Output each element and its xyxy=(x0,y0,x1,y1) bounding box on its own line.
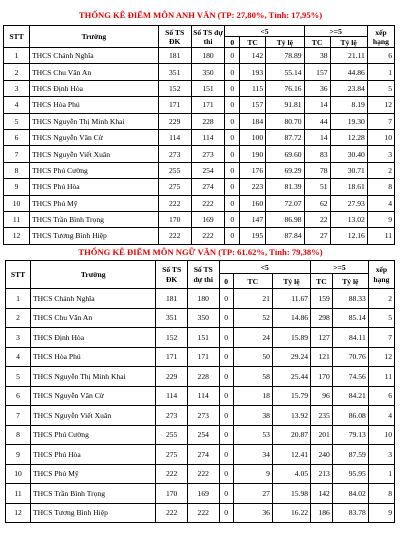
cell-pct-lt5: 20.87 xyxy=(272,425,310,445)
header-ty-le-ge5: Tỷ lệ xyxy=(332,274,368,289)
cell-count-zero: 0 xyxy=(219,347,233,367)
cell-count-zero: 0 xyxy=(219,425,233,445)
cell-count-ge5: 22 xyxy=(304,211,330,227)
table-row xyxy=(4,211,395,227)
cell-count-ge5: 127 xyxy=(311,328,333,348)
cell-count-ge5: 36 xyxy=(304,80,330,96)
cell-pct-lt5: 81.39 xyxy=(266,179,304,195)
table-row xyxy=(4,113,395,129)
table-row xyxy=(4,48,395,64)
cell-count-ge5: 14 xyxy=(304,97,330,113)
ngu-van-table xyxy=(5,260,395,523)
cell-pct-ge5: 21.11 xyxy=(330,48,367,64)
cell-stt: 6 xyxy=(4,129,30,145)
cell-so-ts-du-thi: 114 xyxy=(187,386,219,406)
cell-so-ts-dk: 275 xyxy=(156,445,188,465)
cell-rank: 2 xyxy=(367,162,394,178)
cell-rank: 11 xyxy=(368,367,394,387)
cell-pct-ge5: 87.59 xyxy=(332,445,368,465)
cell-count-ge5: 240 xyxy=(311,445,333,465)
cell-so-ts-dk: 351 xyxy=(156,308,188,328)
cell-stt: 3 xyxy=(6,328,31,348)
cell-pct-ge5: 79.13 xyxy=(332,425,368,445)
cell-stt: 2 xyxy=(4,64,30,80)
cell-count-lt5: 184 xyxy=(240,113,266,129)
cell-pct-ge5: 74.56 xyxy=(332,367,368,387)
cell-count-lt5: 27 xyxy=(233,484,272,504)
cell-so-ts-du-thi: 254 xyxy=(187,425,219,445)
cell-so-ts-dk: 171 xyxy=(158,97,191,113)
cell-so-ts-dk: 229 xyxy=(158,113,191,129)
cell-rank: 8 xyxy=(368,484,394,504)
cell-so-ts-du-thi: 228 xyxy=(191,113,225,129)
cell-count-lt5: 52 xyxy=(233,308,272,328)
cell-so-ts-du-thi: 274 xyxy=(191,179,225,195)
cell-so-ts-dk: 114 xyxy=(158,129,191,145)
cell-pct-ge5: 85.14 xyxy=(332,308,368,328)
cell-pct-lt5: 29.24 xyxy=(272,347,310,367)
cell-pct-ge5: 84.21 xyxy=(332,386,368,406)
cell-so-ts-du-thi: 180 xyxy=(187,289,219,309)
cell-pct-lt5: 76.16 xyxy=(266,80,304,96)
cell-count-zero: 0 xyxy=(219,289,233,309)
cell-rank: 4 xyxy=(368,406,394,426)
cell-stt: 9 xyxy=(4,179,30,195)
cell-pct-lt5: 15.98 xyxy=(272,484,310,504)
cell-stt: 2 xyxy=(6,308,31,328)
cell-count-ge5: 96 xyxy=(311,386,333,406)
table-row xyxy=(4,97,395,113)
cell-stt: 12 xyxy=(4,228,30,244)
cell-school-name: THCS Nguyễn Viết Xuân xyxy=(29,146,158,162)
cell-count-lt5: 9 xyxy=(233,464,272,484)
cell-count-zero: 0 xyxy=(225,228,240,244)
cell-so-ts-dk: 351 xyxy=(158,64,191,80)
cell-count-ge5: 170 xyxy=(311,367,333,387)
cell-count-lt5: 58 xyxy=(233,367,272,387)
cell-school-name: THCS Nguyễn Văn Cừ xyxy=(29,129,158,145)
cell-count-lt5: 193 xyxy=(240,64,266,80)
cell-pct-ge5: 8.19 xyxy=(330,97,367,113)
cell-pct-lt5: 78.89 xyxy=(266,48,304,64)
cell-pct-lt5: 15.89 xyxy=(272,328,310,348)
cell-count-lt5: 24 xyxy=(233,328,272,348)
cell-count-lt5: 195 xyxy=(240,228,266,244)
cell-pct-lt5: 87.84 xyxy=(266,228,304,244)
cell-count-lt5: 190 xyxy=(240,146,266,162)
cell-count-zero: 0 xyxy=(219,503,233,523)
cell-count-ge5: 27 xyxy=(304,228,330,244)
table-row xyxy=(4,162,395,178)
cell-so-ts-du-thi: 114 xyxy=(191,129,225,145)
table-row xyxy=(6,289,395,309)
cell-count-zero: 0 xyxy=(225,64,240,80)
cell-school-name: THCS Chánh Nghĩa xyxy=(31,289,156,309)
cell-count-zero: 0 xyxy=(225,48,240,64)
cell-count-ge5: 186 xyxy=(311,503,333,523)
cell-pct-lt5: 72.07 xyxy=(266,195,304,211)
header-ty-le-lt5: Tỷ lệ xyxy=(272,274,310,289)
cell-so-ts-dk: 255 xyxy=(156,425,188,445)
cell-count-zero: 0 xyxy=(225,146,240,162)
cell-count-zero: 0 xyxy=(219,386,233,406)
cell-so-ts-du-thi: 151 xyxy=(191,80,225,96)
table-row xyxy=(6,445,395,465)
cell-so-ts-du-thi: 254 xyxy=(191,162,225,178)
cell-so-ts-dk: 181 xyxy=(156,289,188,309)
cell-pct-ge5: 86.08 xyxy=(332,406,368,426)
cell-count-lt5: 38 xyxy=(233,406,272,426)
cell-rank: 6 xyxy=(367,48,394,64)
cell-count-zero: 0 xyxy=(225,211,240,227)
cell-count-lt5: 160 xyxy=(240,195,266,211)
cell-so-ts-du-thi: 274 xyxy=(187,445,219,465)
header-tc: TC xyxy=(233,274,272,289)
cell-so-ts-du-thi: 169 xyxy=(191,211,225,227)
cell-count-ge5: 38 xyxy=(304,48,330,64)
header-so-ts-dk: Số TS ĐK xyxy=(158,26,191,48)
table-row xyxy=(6,406,395,426)
cell-so-ts-du-thi: 222 xyxy=(187,503,219,523)
header-ty-le-lt5: Tỷ lệ xyxy=(266,37,304,48)
cell-rank: 1 xyxy=(368,464,394,484)
cell-so-ts-dk: 114 xyxy=(156,386,188,406)
header-ge5: >=5 xyxy=(304,26,367,37)
cell-stt: 5 xyxy=(6,367,31,387)
cell-count-ge5: 142 xyxy=(311,484,333,504)
cell-pct-lt5: 55.14 xyxy=(266,64,304,80)
cell-pct-ge5: 83.78 xyxy=(332,503,368,523)
cell-so-ts-du-thi: 171 xyxy=(187,347,219,367)
cell-count-zero: 0 xyxy=(225,195,240,211)
cell-pct-ge5: 84.11 xyxy=(332,328,368,348)
cell-pct-ge5: 18.61 xyxy=(330,179,367,195)
cell-rank: 5 xyxy=(368,308,394,328)
cell-count-zero: 0 xyxy=(219,484,233,504)
cell-rank: 9 xyxy=(367,211,394,227)
cell-pct-ge5: 70.76 xyxy=(332,347,368,367)
cell-count-zero: 0 xyxy=(225,97,240,113)
cell-school-name: THCS Phú Hòa xyxy=(31,445,156,465)
header-lt5: <5 xyxy=(225,26,304,37)
cell-stt: 1 xyxy=(6,289,31,309)
cell-pct-lt5: 11.67 xyxy=(272,289,310,309)
cell-rank: 12 xyxy=(368,347,394,367)
cell-count-zero: 0 xyxy=(219,464,233,484)
header-ge5: >=5 xyxy=(311,261,369,274)
header-tc-ge5: TC xyxy=(311,274,333,289)
cell-pct-ge5: 30.40 xyxy=(330,146,367,162)
cell-so-ts-dk: 170 xyxy=(158,211,191,227)
table-row xyxy=(6,308,395,328)
table-row xyxy=(6,386,395,406)
cell-count-zero: 0 xyxy=(219,328,233,348)
cell-count-ge5: 159 xyxy=(311,289,333,309)
cell-so-ts-dk: 222 xyxy=(158,228,191,244)
cell-count-ge5: 201 xyxy=(311,425,333,445)
cell-stt: 8 xyxy=(4,162,30,178)
cell-count-ge5: 157 xyxy=(304,64,330,80)
cell-rank: 12 xyxy=(367,97,394,113)
header-stt: STT xyxy=(4,26,30,48)
cell-pct-ge5: 84.02 xyxy=(332,484,368,504)
cell-so-ts-dk: 275 xyxy=(158,179,191,195)
cell-count-lt5: 100 xyxy=(240,129,266,145)
cell-count-ge5: 235 xyxy=(311,406,333,426)
header-so-ts-dk: Số TS ĐK xyxy=(156,261,188,289)
cell-count-ge5: 51 xyxy=(304,179,330,195)
cell-pct-lt5: 80.70 xyxy=(266,113,304,129)
cell-school-name: THCS Trần Bình Trọng xyxy=(29,211,158,227)
cell-count-zero: 0 xyxy=(219,406,233,426)
cell-so-ts-dk: 222 xyxy=(156,464,188,484)
cell-school-name: THCS Phú Cường xyxy=(31,425,156,445)
cell-so-ts-dk: 170 xyxy=(156,484,188,504)
table-row xyxy=(6,347,395,367)
cell-count-lt5: 223 xyxy=(240,179,266,195)
cell-stt: 4 xyxy=(4,97,30,113)
cell-so-ts-du-thi: 273 xyxy=(187,406,219,426)
cell-pct-ge5: 44.86 xyxy=(330,64,367,80)
cell-stt: 10 xyxy=(4,195,30,211)
cell-stt: 11 xyxy=(6,484,31,504)
cell-rank: 4 xyxy=(367,195,394,211)
cell-stt: 5 xyxy=(4,113,30,129)
cell-pct-lt5: 13.92 xyxy=(272,406,310,426)
cell-so-ts-dk: 152 xyxy=(158,80,191,96)
cell-count-lt5: 142 xyxy=(240,48,266,64)
cell-so-ts-du-thi: 350 xyxy=(191,64,225,80)
cell-so-ts-dk: 181 xyxy=(158,48,191,64)
header-zero: 0 xyxy=(225,37,240,48)
cell-school-name: THCS Hòa Phú xyxy=(31,347,156,367)
cell-so-ts-du-thi: 180 xyxy=(191,48,225,64)
cell-count-lt5: 36 xyxy=(233,503,272,523)
table-row xyxy=(4,129,395,145)
cell-pct-ge5: 30.71 xyxy=(330,162,367,178)
cell-rank: 7 xyxy=(367,113,394,129)
table-row xyxy=(4,195,395,211)
cell-pct-lt5: 86.98 xyxy=(266,211,304,227)
table-row xyxy=(6,503,395,523)
cell-rank: 10 xyxy=(367,129,394,145)
cell-pct-ge5: 23.84 xyxy=(330,80,367,96)
table-row xyxy=(6,484,395,504)
cell-rank: 11 xyxy=(367,228,394,244)
cell-school-name: THCS Nguyễn Thị Minh Khai xyxy=(31,367,156,387)
cell-count-lt5: 176 xyxy=(240,162,266,178)
cell-pct-lt5: 87.72 xyxy=(266,129,304,145)
cell-count-ge5: 14 xyxy=(304,129,330,145)
header-tc-ge5: TC xyxy=(304,37,330,48)
cell-count-ge5: 44 xyxy=(304,113,330,129)
header-zero: 0 xyxy=(219,274,233,289)
cell-school-name: THCS Định Hòa xyxy=(31,328,156,348)
cell-stt: 7 xyxy=(6,406,31,426)
cell-so-ts-du-thi: 151 xyxy=(187,328,219,348)
header-so-ts-du-thi: Số TS dự thi xyxy=(191,26,225,48)
cell-school-name: THCS Phú Mỹ xyxy=(29,195,158,211)
cell-school-name: THCS Định Hòa xyxy=(29,80,158,96)
table-row xyxy=(6,328,395,348)
cell-pct-lt5: 69.29 xyxy=(266,162,304,178)
header-tc: TC xyxy=(240,37,266,48)
cell-so-ts-du-thi: 222 xyxy=(191,228,225,244)
cell-rank: 6 xyxy=(368,386,394,406)
cell-school-name: THCS Phú Mỹ xyxy=(31,464,156,484)
header-stt: STT xyxy=(6,261,31,289)
cell-school-name: THCS Chu Văn An xyxy=(31,308,156,328)
cell-pct-ge5: 19.30 xyxy=(330,113,367,129)
cell-count-lt5: 50 xyxy=(233,347,272,367)
cell-count-lt5: 21 xyxy=(233,289,272,309)
cell-pct-lt5: 16.22 xyxy=(272,503,310,523)
cell-stt: 1 xyxy=(4,48,30,64)
cell-pct-lt5: 25.44 xyxy=(272,367,310,387)
table-row xyxy=(4,64,395,80)
cell-school-name: THCS Tương Bình Hiệp xyxy=(29,228,158,244)
cell-stt: 6 xyxy=(6,386,31,406)
cell-so-ts-du-thi: 222 xyxy=(191,195,225,211)
cell-so-ts-dk: 255 xyxy=(158,162,191,178)
cell-count-zero: 0 xyxy=(219,308,233,328)
cell-count-ge5: 78 xyxy=(304,162,330,178)
cell-count-zero: 0 xyxy=(225,80,240,96)
cell-rank: 1 xyxy=(367,64,394,80)
cell-school-name: THCS Nguyễn Văn Cừ xyxy=(31,386,156,406)
table-row xyxy=(6,367,395,387)
cell-count-zero: 0 xyxy=(225,129,240,145)
cell-pct-ge5: 12.28 xyxy=(330,129,367,145)
cell-so-ts-du-thi: 228 xyxy=(187,367,219,387)
cell-so-ts-dk: 171 xyxy=(156,347,188,367)
cell-so-ts-du-thi: 171 xyxy=(191,97,225,113)
cell-count-lt5: 147 xyxy=(240,211,266,227)
header-lt5: <5 xyxy=(219,261,311,274)
cell-count-ge5: 213 xyxy=(311,464,333,484)
cell-pct-lt5: 91.81 xyxy=(266,97,304,113)
anh-van-title: THỐNG KÊ ĐIỂM MÔN ANH VĂN (TP: 27,80%, Tỉnh: 17,95%) xyxy=(78,10,323,20)
cell-stt: 12 xyxy=(6,503,31,523)
cell-count-zero: 0 xyxy=(225,179,240,195)
cell-school-name: THCS Trần Bình Trọng xyxy=(31,484,156,504)
cell-rank: 5 xyxy=(367,80,394,96)
cell-count-lt5: 34 xyxy=(233,445,272,465)
cell-count-lt5: 115 xyxy=(240,80,266,96)
ngu-van-title: THỐNG KÊ ĐIỂM MÔN NGỮ VĂN (TP: 61.62%, Tỉnh: 79,38%) xyxy=(78,247,323,257)
cell-so-ts-dk: 152 xyxy=(156,328,188,348)
cell-pct-ge5: 95.95 xyxy=(332,464,368,484)
cell-stt: 8 xyxy=(6,425,31,445)
cell-pct-lt5: 69.60 xyxy=(266,146,304,162)
cell-so-ts-du-thi: 222 xyxy=(187,464,219,484)
table-row xyxy=(4,80,395,96)
cell-so-ts-du-thi: 350 xyxy=(187,308,219,328)
cell-so-ts-dk: 273 xyxy=(156,406,188,426)
table-row xyxy=(4,228,395,244)
cell-so-ts-dk: 222 xyxy=(158,195,191,211)
cell-pct-lt5: 15.79 xyxy=(272,386,310,406)
cell-rank: 9 xyxy=(368,503,394,523)
header-so-ts-du-thi: Số TS dự thi xyxy=(187,261,219,289)
cell-rank: 3 xyxy=(368,445,394,465)
cell-rank: 2 xyxy=(368,289,394,309)
cell-count-zero: 0 xyxy=(219,367,233,387)
table-row xyxy=(6,464,395,484)
anh-van-table xyxy=(3,25,395,245)
cell-pct-lt5: 4.05 xyxy=(272,464,310,484)
cell-school-name: THCS Nguyễn Thị Minh Khai xyxy=(29,113,158,129)
cell-school-name: THCS Phú Hòa xyxy=(29,179,158,195)
cell-so-ts-dk: 273 xyxy=(158,146,191,162)
header-truong: Trường xyxy=(31,261,156,289)
cell-so-ts-du-thi: 169 xyxy=(187,484,219,504)
cell-count-ge5: 62 xyxy=(304,195,330,211)
cell-count-ge5: 83 xyxy=(304,146,330,162)
cell-rank: 3 xyxy=(367,146,394,162)
cell-stt: 3 xyxy=(4,80,30,96)
cell-stt: 9 xyxy=(6,445,31,465)
header-xep-hang: xếp hạng xyxy=(368,261,394,289)
cell-school-name: THCS Phú Cường xyxy=(29,162,158,178)
cell-school-name: THCS Nguyễn Viết Xuân xyxy=(31,406,156,426)
cell-count-zero: 0 xyxy=(225,162,240,178)
cell-count-lt5: 18 xyxy=(233,386,272,406)
cell-stt: 10 xyxy=(6,464,31,484)
cell-stt: 4 xyxy=(6,347,31,367)
table-row xyxy=(4,179,395,195)
cell-pct-lt5: 12.41 xyxy=(272,445,310,465)
cell-school-name: THCS Chánh Nghĩa xyxy=(29,48,158,64)
cell-pct-ge5: 12.16 xyxy=(330,228,367,244)
cell-pct-lt5: 14.86 xyxy=(272,308,310,328)
header-ty-le-ge5: Tỷ lệ xyxy=(330,37,367,48)
cell-school-name: THCS Chu Văn An xyxy=(29,64,158,80)
cell-school-name: THCS Hòa Phú xyxy=(29,97,158,113)
cell-rank: 7 xyxy=(368,328,394,348)
cell-pct-ge5: 13.02 xyxy=(330,211,367,227)
cell-stt: 7 xyxy=(4,146,30,162)
cell-count-lt5: 157 xyxy=(240,97,266,113)
cell-count-ge5: 298 xyxy=(311,308,333,328)
cell-count-ge5: 121 xyxy=(311,347,333,367)
table-row xyxy=(4,146,395,162)
table-row xyxy=(6,425,395,445)
cell-count-lt5: 53 xyxy=(233,425,272,445)
cell-pct-ge5: 27.93 xyxy=(330,195,367,211)
cell-so-ts-dk: 229 xyxy=(156,367,188,387)
cell-count-zero: 0 xyxy=(219,445,233,465)
cell-rank: 8 xyxy=(367,179,394,195)
cell-stt: 11 xyxy=(4,211,30,227)
cell-so-ts-du-thi: 273 xyxy=(191,146,225,162)
header-truong: Trường xyxy=(29,26,158,48)
cell-count-zero: 0 xyxy=(225,113,240,129)
header-xep-hang: xếp hạng xyxy=(367,26,394,48)
cell-pct-ge5: 88.33 xyxy=(332,289,368,309)
cell-school-name: THCS Tương Bình Hiệp xyxy=(31,503,156,523)
cell-so-ts-dk: 222 xyxy=(156,503,188,523)
cell-rank: 10 xyxy=(368,425,394,445)
